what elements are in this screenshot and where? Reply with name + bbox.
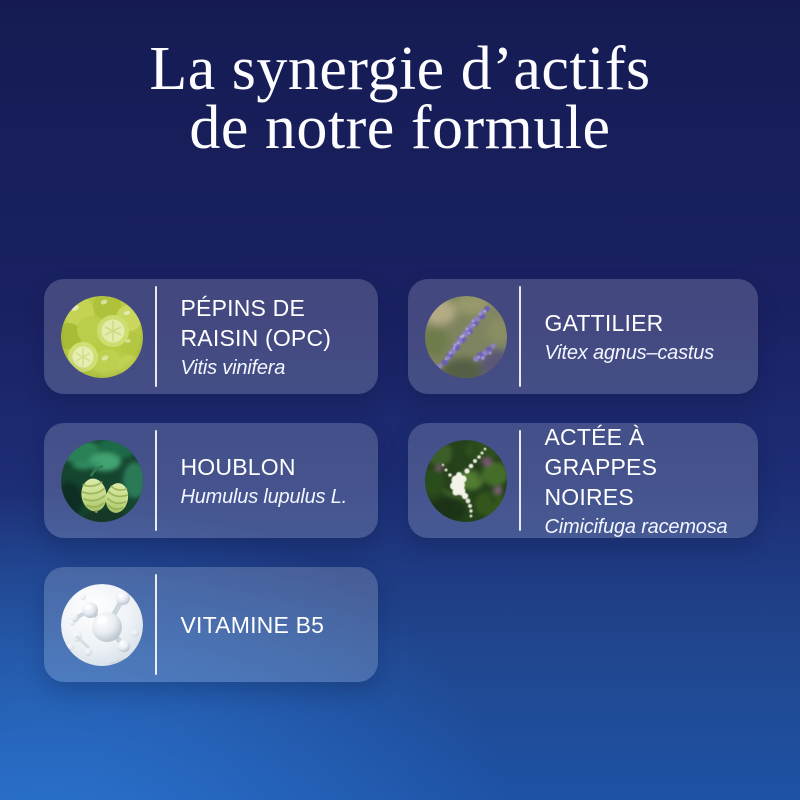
ingredient-latin-name: Humulus lupulus L. — [180, 485, 347, 508]
card-divider — [519, 430, 521, 531]
ingredient-card-houblon — [44, 423, 378, 538]
ingredient-card-gattilier — [408, 279, 758, 394]
grape-seeds-photo — [61, 296, 143, 378]
ingredient-latin-name: Vitex agnus–castus — [544, 341, 714, 364]
ingredient-name: VITAMINE B5 — [180, 611, 325, 638]
ingredient-name: PÉPINS DE RAISIN (OPC) — [180, 294, 332, 351]
card-divider — [519, 286, 521, 387]
hop-cones-photo — [61, 440, 143, 522]
vitamin-b5-molecule-photo — [61, 584, 143, 666]
card-divider — [155, 286, 157, 387]
vitex-flowers-photo — [425, 296, 507, 378]
ingredient-card-pepins-de-raisin — [44, 279, 378, 394]
black-cohosh-photo — [425, 440, 507, 522]
ingredient-name: ACTÉE À GRAPPES NOIRES — [544, 423, 658, 510]
ingredient-name: GATTILIER — [544, 309, 664, 336]
ingredient-latin-name: Vitis vinifera — [180, 356, 286, 379]
card-divider — [155, 574, 157, 675]
ingredient-card-vitamine-b5 — [44, 567, 378, 682]
ingredient-card-actee-a-grappes-noires — [408, 423, 758, 538]
card-divider — [155, 430, 157, 531]
ingredient-latin-name: Cimicifuga racemosa — [544, 515, 728, 538]
page-title-line1: La synergie d’actifs — [149, 35, 651, 103]
page-title — [0, 35, 800, 162]
ingredient-name: HOUBLON — [180, 453, 296, 480]
page-title-line2: de notre formule — [189, 94, 611, 162]
